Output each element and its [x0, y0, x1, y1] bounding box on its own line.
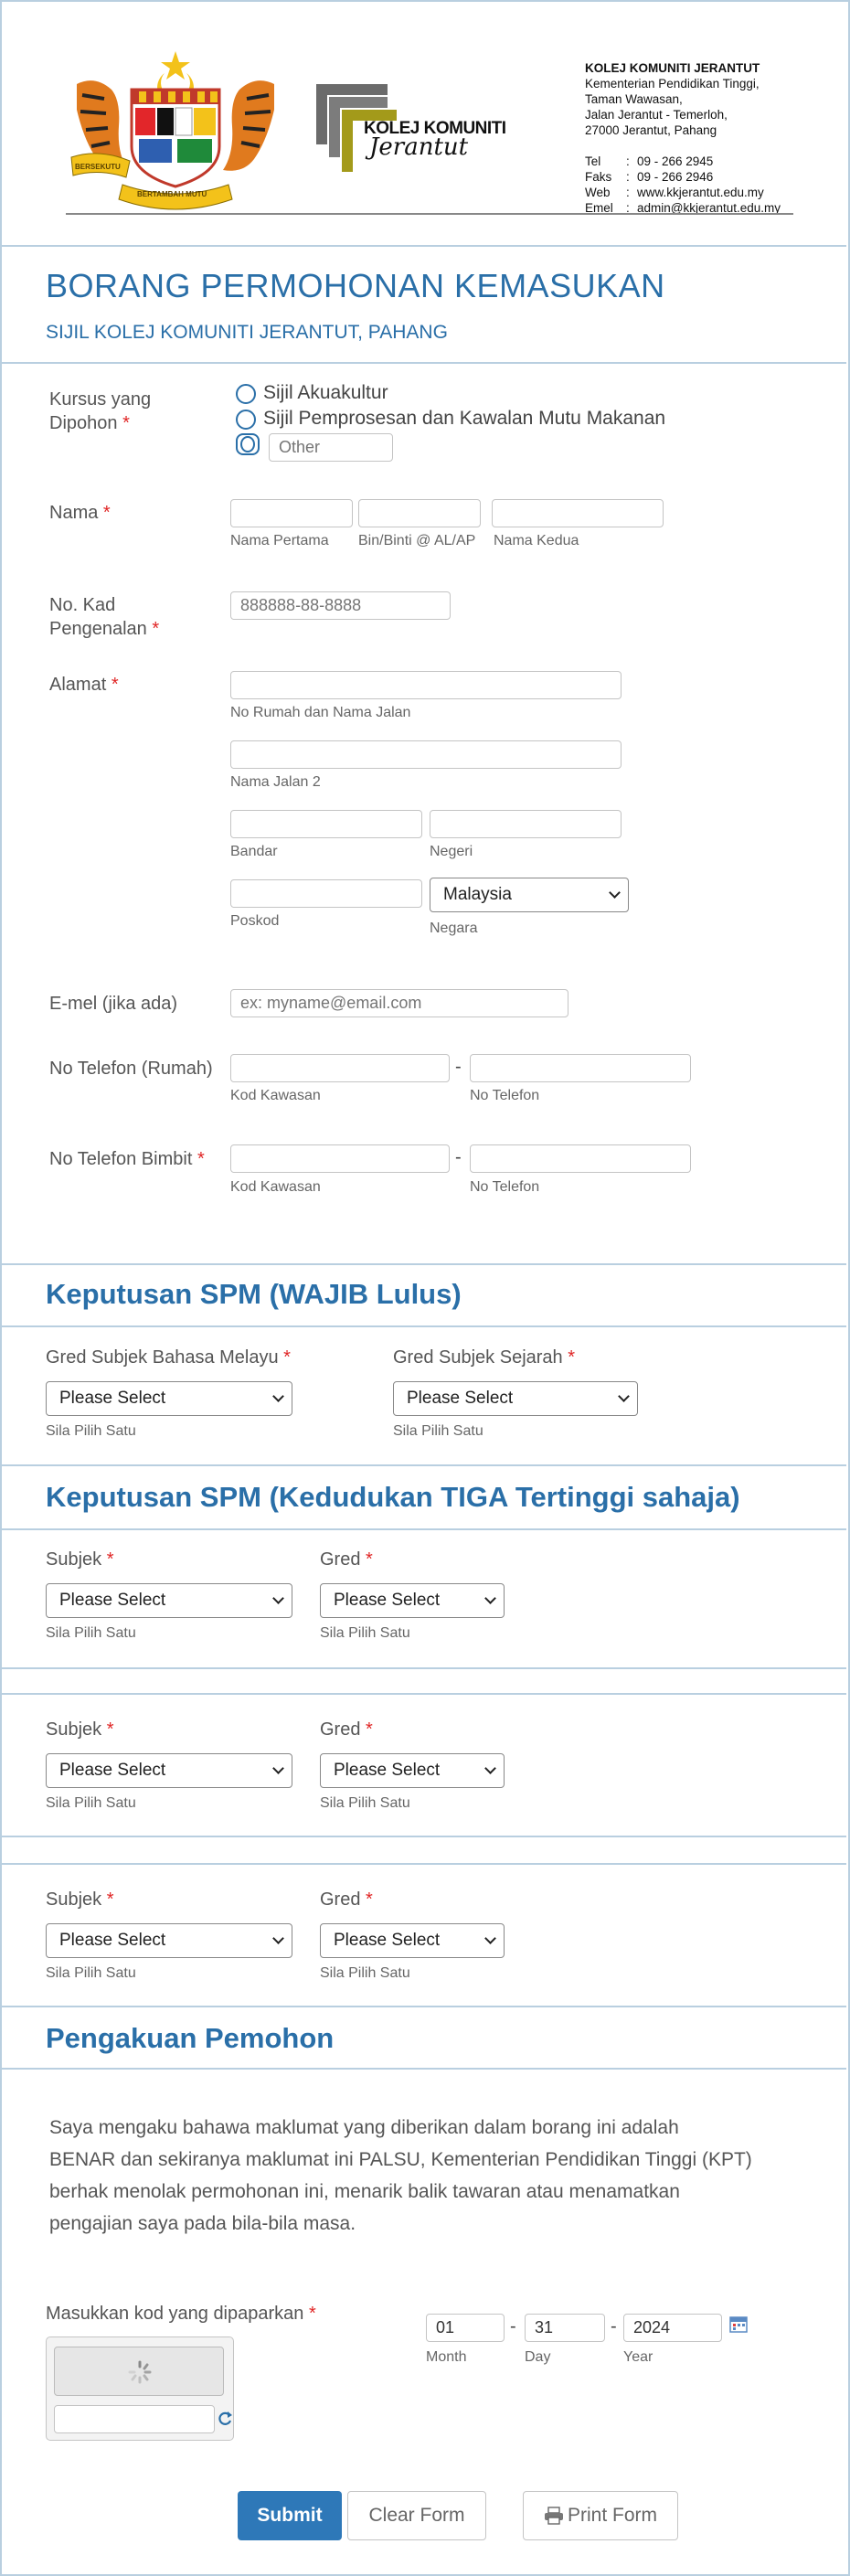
sublabel-postcode: Poskod	[230, 913, 280, 929]
subject-3-select[interactable]: Please Select	[46, 1923, 292, 1958]
refresh-icon[interactable]	[217, 2411, 233, 2427]
captcha-label: Masukkan kod yang dipaparkan *	[46, 2304, 316, 2324]
section-title-spm-top3: Keputusan SPM (Kedudukan TIGA Tertinggi sahaja)	[46, 1481, 740, 1513]
city-input[interactable]	[230, 810, 422, 838]
divider	[0, 245, 846, 247]
contact-tel: Tel : 09 - 266 2945	[585, 154, 714, 168]
divider	[0, 1836, 846, 1837]
grade-3-label: Gred *	[320, 1889, 373, 1910]
option-aquaculture: Sijil Akuakultur	[263, 382, 388, 403]
contact-email: Emel : admin@kkjerantut.edu.my	[585, 201, 781, 215]
crest-banner-left: BERSEKUTU	[75, 163, 121, 171]
subject-3-label: Subjek *	[46, 1889, 114, 1910]
sublabel-bin-binti: Bin/Binti @ AL/AP	[358, 533, 476, 548]
date-month-input[interactable]	[426, 2314, 505, 2342]
name-label: Nama *	[49, 503, 111, 523]
country-select[interactable]	[430, 878, 629, 912]
radio-aquaculture[interactable]	[236, 384, 256, 404]
captcha-box	[46, 2336, 234, 2441]
printer-icon	[544, 2507, 564, 2525]
sublabel-phone-mobile-number: No Telefon	[470, 1179, 540, 1195]
phone-mobile-separator: -	[455, 1147, 462, 1167]
subject-1-select[interactable]: Please Select	[46, 1583, 292, 1618]
sublabel-phone-home-area: Kod Kawasan	[230, 1088, 321, 1103]
history-grade-label: Gred Subjek Sejarah *	[393, 1347, 576, 1368]
date-month-label: Month	[426, 2349, 467, 2365]
submit-button[interactable]: Submit	[238, 2491, 342, 2540]
address-line: 27000 Jerantut, Pahang	[585, 123, 717, 137]
clear-form-button[interactable]: Clear Form	[347, 2491, 486, 2540]
divider	[0, 2006, 846, 2007]
sublabel-second-name: Nama Kedua	[494, 533, 579, 548]
date-separator: -	[611, 2316, 617, 2336]
crest-logo	[66, 48, 285, 212]
sublabel-phone-mobile-area: Kod Kawasan	[230, 1179, 321, 1195]
grade-2-label: Gred *	[320, 1719, 373, 1740]
ic-label: No. Kad Pengenalan *	[49, 595, 160, 639]
divider	[0, 2068, 846, 2070]
date-year-label: Year	[623, 2349, 653, 2365]
other-course-input[interactable]	[269, 433, 393, 462]
phone-mobile-label: No Telefon Bimbit *	[49, 1149, 205, 1169]
logo-text-1: KOLEJ KOMUNITI	[364, 119, 506, 138]
address-line: Taman Wawasan,	[585, 92, 683, 106]
sublabel-address-line1: No Rumah dan Nama Jalan	[230, 705, 411, 720]
second-name-input[interactable]	[492, 499, 664, 527]
date-separator: -	[510, 2316, 516, 2336]
grade-1-select[interactable]: Please Select	[320, 1583, 505, 1618]
captcha-image	[54, 2347, 224, 2396]
sublabel-phone-home-number: No Telefon	[470, 1088, 540, 1103]
contact-web: Web : www.kkjerantut.edu.my	[585, 186, 764, 199]
radio-other[interactable]	[236, 433, 260, 455]
subject-2-label: Subjek *	[46, 1719, 114, 1740]
loading-spinner-icon	[128, 2360, 152, 2384]
subject-2-hint: Sila Pilih Satu	[46, 1795, 136, 1811]
divider	[0, 1263, 846, 1265]
phone-mobile-number-input[interactable]	[470, 1144, 691, 1173]
subject-3-hint: Sila Pilih Satu	[46, 1965, 136, 1981]
divider	[0, 362, 846, 364]
header-underline	[66, 213, 793, 215]
crest-banner-right: BERTAMBAH MUTU	[137, 190, 207, 198]
address-line2-input[interactable]	[230, 740, 622, 769]
course-label: Kursus yang Dipohon *	[49, 389, 152, 433]
bin-binti-input[interactable]	[358, 499, 481, 527]
grade-3-hint: Sila Pilih Satu	[320, 1965, 410, 1981]
date-day-input[interactable]	[525, 2314, 605, 2342]
college-name: KOLEJ KOMUNITI JERANTUT	[585, 61, 760, 75]
captcha-input[interactable]	[54, 2405, 215, 2433]
history-grade-select[interactable]: Please Select	[393, 1381, 638, 1416]
subject-2-select[interactable]: Please Select	[46, 1753, 292, 1788]
date-year-input[interactable]	[623, 2314, 722, 2342]
phone-home-area-input[interactable]	[230, 1054, 450, 1082]
contact-fax: Faks : 09 - 266 2946	[585, 170, 714, 184]
divider	[0, 1863, 846, 1865]
address-line: Kementerian Pendidikan Tinggi,	[585, 77, 760, 90]
ic-number-input[interactable]	[230, 591, 451, 620]
grade-1-label: Gred *	[320, 1549, 373, 1570]
sublabel-country: Negara	[430, 921, 478, 936]
address-label: Alamat *	[49, 675, 119, 695]
phone-home-separator: -	[455, 1057, 462, 1077]
divider	[0, 1693, 846, 1695]
divider	[0, 1667, 846, 1669]
logo-text-2: Jerantut	[369, 133, 469, 161]
print-form-label: Print Form	[567, 2505, 657, 2526]
grade-3-select[interactable]: Please Select	[320, 1923, 505, 1958]
date-day-label: Day	[525, 2349, 551, 2365]
subject-1-hint: Sila Pilih Satu	[46, 1625, 136, 1641]
radio-food-processing[interactable]	[236, 410, 256, 430]
history-grade-hint: Sila Pilih Satu	[393, 1423, 483, 1439]
address-line1-input[interactable]	[230, 671, 622, 699]
sublabel-state: Negeri	[430, 844, 473, 859]
phone-home-number-input[interactable]	[470, 1054, 691, 1082]
postcode-input[interactable]	[230, 879, 422, 908]
email-input[interactable]	[230, 989, 568, 1017]
subject-1-label: Subjek *	[46, 1549, 114, 1570]
section-title-spm-mandatory: Keputusan SPM (WAJIB Lulus)	[46, 1278, 462, 1310]
country-select-value: Malaysia	[443, 885, 512, 904]
form-title: BORANG PERMOHONAN KEMASUKAN	[46, 267, 665, 304]
print-form-button[interactable]	[523, 2491, 678, 2540]
address-line: Jalan Jerantut - Temerloh,	[585, 108, 728, 122]
bm-grade-select[interactable]: Please Select	[46, 1381, 292, 1416]
divider	[0, 1464, 846, 1466]
sublabel-first-name: Nama Pertama	[230, 533, 329, 548]
declaration-text: Saya mengaku bahawa maklumat yang diberikan dalam borang ini adalah BENAR dan sekiranya maklumat ini PALSU, Kementerian Pendidikan Tinggi (KPT) berhak menolak permohonan ini, menarik balik tawaran atau menamatkan pengajian saya pada bila-bila masa.	[49, 2117, 752, 2234]
grade-2-hint: Sila Pilih Satu	[320, 1795, 410, 1811]
bm-grade-hint: Sila Pilih Satu	[46, 1423, 136, 1439]
form-subtitle: SIJIL KOLEJ KOMUNITI JERANTUT, PAHANG	[46, 322, 448, 343]
option-food-processing: Sijil Pemprosesan dan Kawalan Mutu Makanan	[263, 408, 666, 429]
bm-grade-label: Gred Subjek Bahasa Melayu *	[46, 1347, 291, 1368]
divider	[0, 1528, 846, 1530]
divider	[0, 1325, 846, 1327]
first-name-input[interactable]	[230, 499, 353, 527]
college-address	[585, 60, 832, 216]
email-label: E-mel (jika ada)	[49, 994, 178, 1014]
state-input[interactable]	[430, 810, 622, 838]
grade-2-select[interactable]: Please Select	[320, 1753, 505, 1788]
calendar-icon[interactable]	[729, 2315, 748, 2333]
phone-home-label: No Telefon (Rumah)	[49, 1059, 213, 1079]
phone-mobile-area-input[interactable]	[230, 1144, 450, 1173]
section-title-declaration: Pengakuan Pemohon	[46, 2022, 335, 2054]
sublabel-city: Bandar	[230, 844, 278, 859]
grade-1-hint: Sila Pilih Satu	[320, 1625, 410, 1641]
sublabel-address-line2: Nama Jalan 2	[230, 774, 321, 790]
